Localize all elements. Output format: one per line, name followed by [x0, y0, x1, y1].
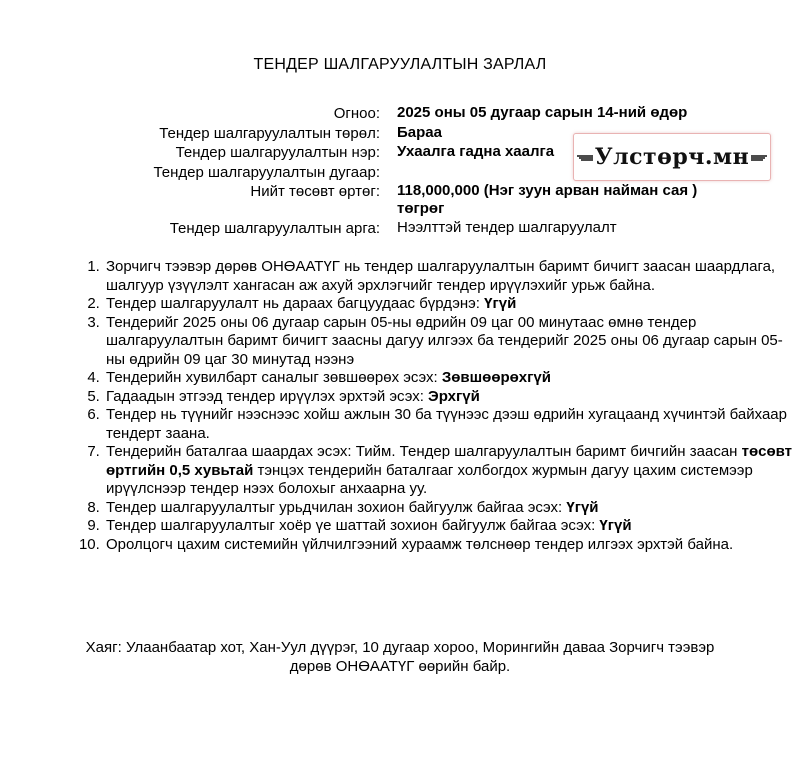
- info-row-budget: [0, 182, 800, 219]
- watermark-logo: [573, 133, 771, 181]
- address-line: дөрөв ОНӨААТҮГ өөрийн байр.: [289, 658, 511, 675]
- info-row-method: [0, 219, 800, 239]
- list-item: 4. Тендерийн хувилбарт саналыг зөвшөөрөх эсэх: Зөвшөөрөхгүй: [104, 369, 798, 388]
- info-label: Огноо:: [333, 105, 380, 122]
- list-item: 1. Зорчигч тээвэр дөрөв ОНӨААТҮГ нь тендер шалгаруулалтын баримт бичигт заасан шаардлага, шалгуур үзүүлэлт хангасан аж ахуй эрхлэгчийг тендер ирүүлэхийг урьж байна.: [104, 258, 798, 295]
- list-item: 10. Оролцогч цахим системийн үйлчилгээний хураамж төлснөөр тендер илгээх эрхтэй байна.: [104, 536, 798, 555]
- list-item: 5. Гадаадын этгээд тендер ирүүлэх эрхтэй эсэх: Эрхгүй: [104, 388, 798, 407]
- info-label: Тендер шалгаруулалтын төрөл:: [159, 124, 380, 142]
- info-label: Тендер шалгаруулалтын арга:: [169, 220, 380, 237]
- info-label: Тендер шалгаруулалтын нэр:: [175, 144, 380, 161]
- list-item: 6. Тендер нь түүнийг нээснээс хойш ажлын 30 ба түүнээс дээш өдрийн хугацаанд хүчинтэй байхаар тендерт заана.: [104, 406, 798, 443]
- list-item: 2. Тендер шалгаруулалт нь дараах багцуудаас бүрдэнэ: Үгүй: [104, 295, 798, 314]
- info-row-date: [0, 104, 800, 124]
- list-item: 9. Тендер шалгаруулалтыг хоёр үе шаттай зохион байгуулж байгаа эсэх: Үгүй: [104, 517, 798, 536]
- conditions-list: [60, 258, 798, 554]
- info-value: Бараа: [397, 123, 442, 141]
- logo-text: Улстөрч.мн: [577, 144, 767, 170]
- list-item: 7. Тендерийн баталгаа шаардах эсэх: Тийм. Тендер шалгаруулалтын баримт бичгийн заасан төсөвт өртгийн 0,5 хувьтай тэнцэх тендерийн баталгааг холбогдох журмын дагуу цахим системээр ирүүлснээр тендер нээх болохыг анхаарна уу.: [104, 443, 798, 499]
- address-block: [0, 638, 800, 676]
- info-value: 118,000,000 (Нэг зуун арван найман сая ) төгрөг: [397, 182, 698, 217]
- info-label: Тендер шалгаруулалтын дугаар:: [153, 163, 380, 181]
- info-value: Нээлттэй тендер шалгаруулалт: [397, 219, 617, 236]
- address-line: Хаяг: Улаанбаатар хот, Хан-Уул дүүрэг, 10 дугаар хороо, Морингийн даваа Зорчигч тээвэр: [85, 639, 715, 656]
- winged-logo-icon: [749, 153, 767, 163]
- list-item: 3. Тендерийг 2025 оны 06 дугаар сарын 05-ны өдрийн 09 цаг 00 минутаас өмнө тендер шалгаруулалтын баримт бичигт заасны дагуу илгээх ба тендерийг 2025 оны 06 дугаар сарын 05-ны өдрийн 09 цаг 30 минутад нээнэ: [104, 314, 798, 370]
- list-item: 8. Тендер шалгаруулалтыг урьдчилан зохион байгуулж байгаа эсэх: Үгүй: [104, 499, 798, 518]
- winged-logo-icon: [577, 153, 595, 163]
- info-label: Нийт төсөвт өртөг:: [250, 183, 380, 200]
- info-value: 2025 оны 05 дугаар сарын 14-ний өдөр: [397, 104, 688, 121]
- page-title: ТЕНДЕР ШАЛГАРУУЛАЛТЫН ЗАРЛАЛ: [253, 56, 547, 73]
- info-value: Ухаалга гадна хаалга: [397, 143, 555, 160]
